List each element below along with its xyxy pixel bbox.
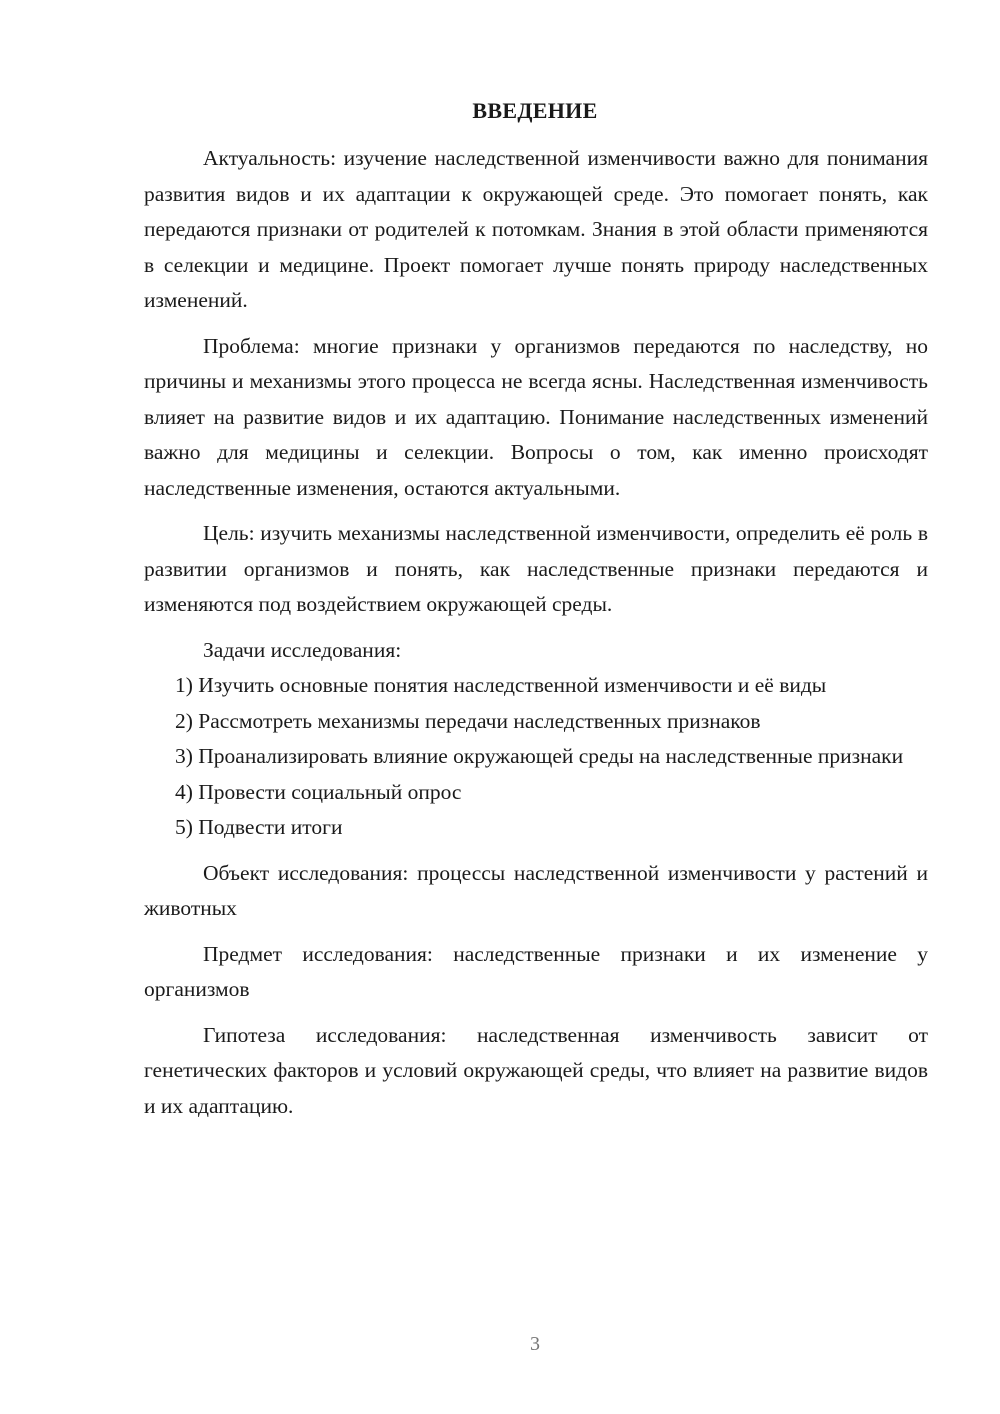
tasks-heading: Задачи исследования: — [203, 637, 402, 662]
page-title: ВВЕДЕНИЕ — [472, 98, 598, 123]
hypothesis-paragraph: Гипотеза исследования: наследственная изменчивость зависит от генетических факторов и условий окружающей среды, что влияет на развитие видов и их адаптацию. — [144, 1022, 928, 1118]
problem-paragraph: Проблема: многие признаки у организмов передаются по наследству, но причины и механизмы этого процесса не всегда ясны. Наследственная изменчивость влияет на развитие видов и их адаптацию. Понимание наследственных изменений важно для медицины и селекции. Вопросы о том, как именно происходят наследственные изменения, остаются актуальными. — [144, 333, 928, 500]
document-body — [144, 141, 928, 1124]
subject-paragraph: Предмет исследования: наследственные признаки и их изменение у организмов — [144, 941, 928, 1001]
page-number: 3 — [530, 1333, 540, 1355]
task-item: 2) Рассмотреть механизмы передачи наследственных признаков — [175, 708, 761, 733]
task-item: 1) Изучить основные понятия наследственной изменчивости и её виды — [175, 673, 827, 697]
task-item: 5) Подвести итоги — [175, 815, 343, 839]
tasks-list — [144, 668, 928, 846]
task-item: 4) Провести социальный опрос — [175, 779, 462, 804]
goal-paragraph: Цель: изучить механизмы наследственной изменчивости, определить её роль в развитии организмов и понять, как наследственные признаки передаются и изменяются под воздействием окружающей среды. — [144, 521, 928, 616]
relevance-paragraph: Актуальность: изучение наследственной изменчивости важно для понимания развития видов и их адаптации к окружающей среде. Это помогает понять, как передаются признаки от родителей к потомкам. Знания в этой области применяются в селекции и медицине. Проект помогает лучше понять природу наследственных изменений. — [144, 146, 928, 312]
task-item: 3) Проанализировать влияние окружающей среды на наследственные признаки — [175, 744, 904, 768]
object-paragraph: Объект исследования: процессы наследственной изменчивости у растений и животных — [144, 860, 928, 920]
